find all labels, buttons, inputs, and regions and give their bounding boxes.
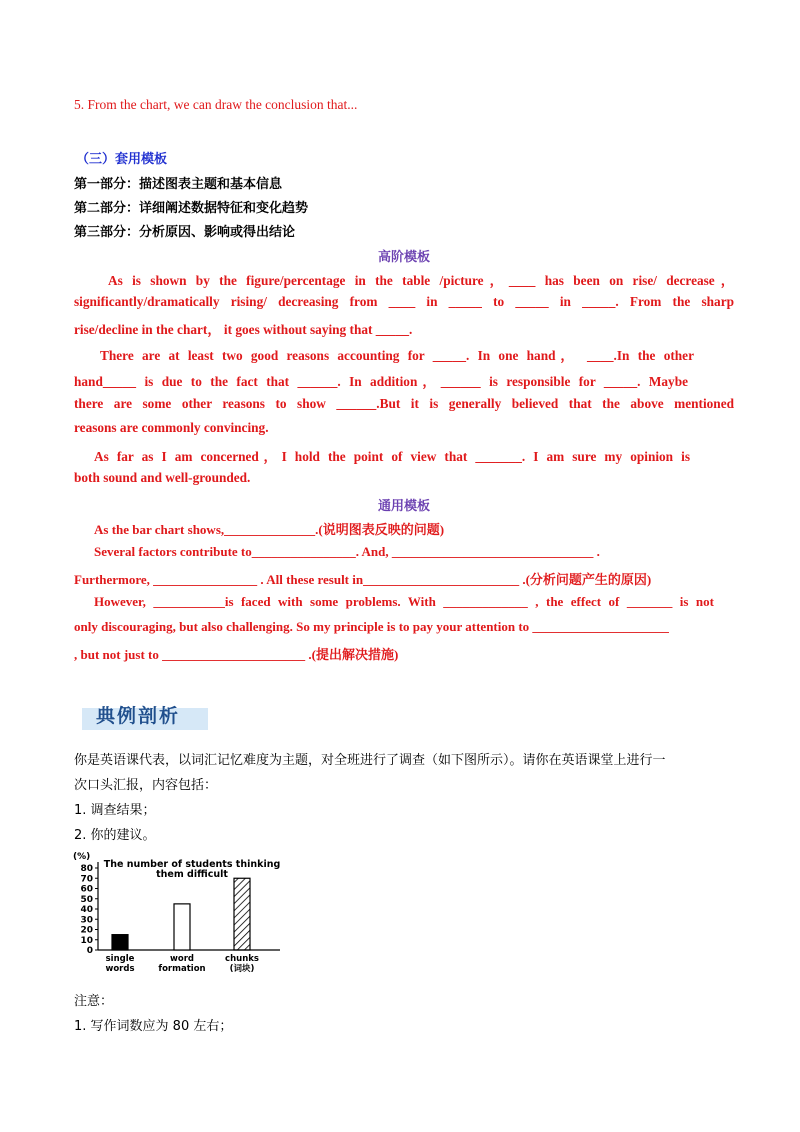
advanced-line-2: significantly/dramatically rising/ decreasing from ____ in _____ to _____ in _____. From the sharp [74, 294, 734, 309]
y-axis-unit: (%) [73, 852, 91, 862]
banner-title: 典例剖析 [96, 705, 181, 727]
part-three: 第三部分：分析原因、影响或得出结论 [74, 225, 296, 240]
advanced-line-8: As far as I am concerned，I hold the point of view that _______. I am sure my opinion is [94, 449, 690, 464]
general-line-6: , but not just to ______________________ .(提出解决措施) [74, 647, 399, 662]
part-one: 第一部分：描述图表主题和基本信息 [74, 177, 283, 192]
y-tick-label: 10 [80, 935, 93, 946]
advanced-line-6: there are some other reasons to show ______.But it is generally believed that the above mentioned [74, 396, 734, 411]
notes-item-1: 1. 写作词数应为 80 左右； [74, 1019, 233, 1034]
chart-title-line-1: The number of students thinking [103, 859, 281, 870]
notes-title: 注意： [74, 994, 114, 1009]
y-tick-label: 40 [80, 905, 93, 915]
advanced-line-4: There are at least two good reasons accounting for _____. In one hand， ____.In the other [100, 348, 694, 363]
bar-2 [174, 904, 190, 950]
x-category-label: formation [158, 964, 206, 974]
task-item-1: 1. 调查结果； [74, 803, 156, 818]
y-tick-label: 30 [80, 915, 93, 926]
x-category-label: (词块) [229, 964, 255, 974]
section-heading: （三）套用模板 [76, 152, 168, 167]
x-category-label: single [105, 954, 135, 964]
general-line-5: only discouraging, but also challenging. So my principle is to pay your attention to _____________________ [74, 619, 669, 634]
y-tick-label: 70 [80, 874, 93, 885]
conclusion-item: 5. From the chart, we can draw the conclusion that... [74, 97, 358, 112]
advanced-line-1: As is shown by the figure/percentage in the table /picture，____ has been on rise/ decrease， [108, 273, 734, 288]
difficulty-bar-chart [70, 848, 290, 978]
advanced-line-9: both sound and well-grounded. [74, 470, 251, 485]
y-tick-label: 20 [80, 925, 93, 936]
chart-title-line-2: them difficult [156, 869, 228, 880]
task-line-2: 次口头汇报，内容包括： [74, 778, 218, 793]
advanced-line-3: rise/decline in the chart， it goes without saying that _____. [74, 322, 413, 337]
general-line-3: Furthermore, ________________ . All these result in________________________ .(分析问题产生的原因) [74, 572, 652, 587]
general-template-title: 通用模板 [377, 499, 430, 514]
general-line-1: As the bar chart shows,______________.(说明图表反映的问题) [94, 522, 445, 537]
y-tick-label: 60 [80, 884, 93, 895]
x-category-label: chunks [225, 954, 259, 964]
bar-1 [112, 935, 128, 950]
example-banner [76, 700, 208, 730]
y-tick-label: 80 [80, 864, 93, 874]
y-tick-label: 0 [86, 946, 93, 956]
x-category-label: words [105, 964, 135, 974]
task-item-2: 2. 你的建议。 [74, 828, 156, 843]
advanced-template-title: 高阶模板 [377, 250, 430, 265]
bar-3 [234, 878, 250, 950]
part-two: 第二部分：详细阐述数据特征和变化趋势 [74, 201, 309, 216]
advanced-line-7: reasons are commonly convincing. [74, 420, 269, 435]
task-line-1: 你是英语课代表，以词汇记忆难度为主题，对全班进行了调查（如下图所示）。请你在英语课堂上进行一 [74, 753, 666, 768]
y-tick-label: 50 [80, 894, 93, 905]
general-line-2: Several factors contribute to________________. And, _______________________________ . [94, 544, 600, 559]
advanced-line-5: hand_____ is due to the fact that ______. In addition，______ is responsible for _____. Maybe [74, 374, 688, 389]
general-line-4: However, ___________is faced with some problems. With _____________ , the effect of _______ is not [94, 594, 714, 609]
x-category-label: word [170, 954, 194, 964]
